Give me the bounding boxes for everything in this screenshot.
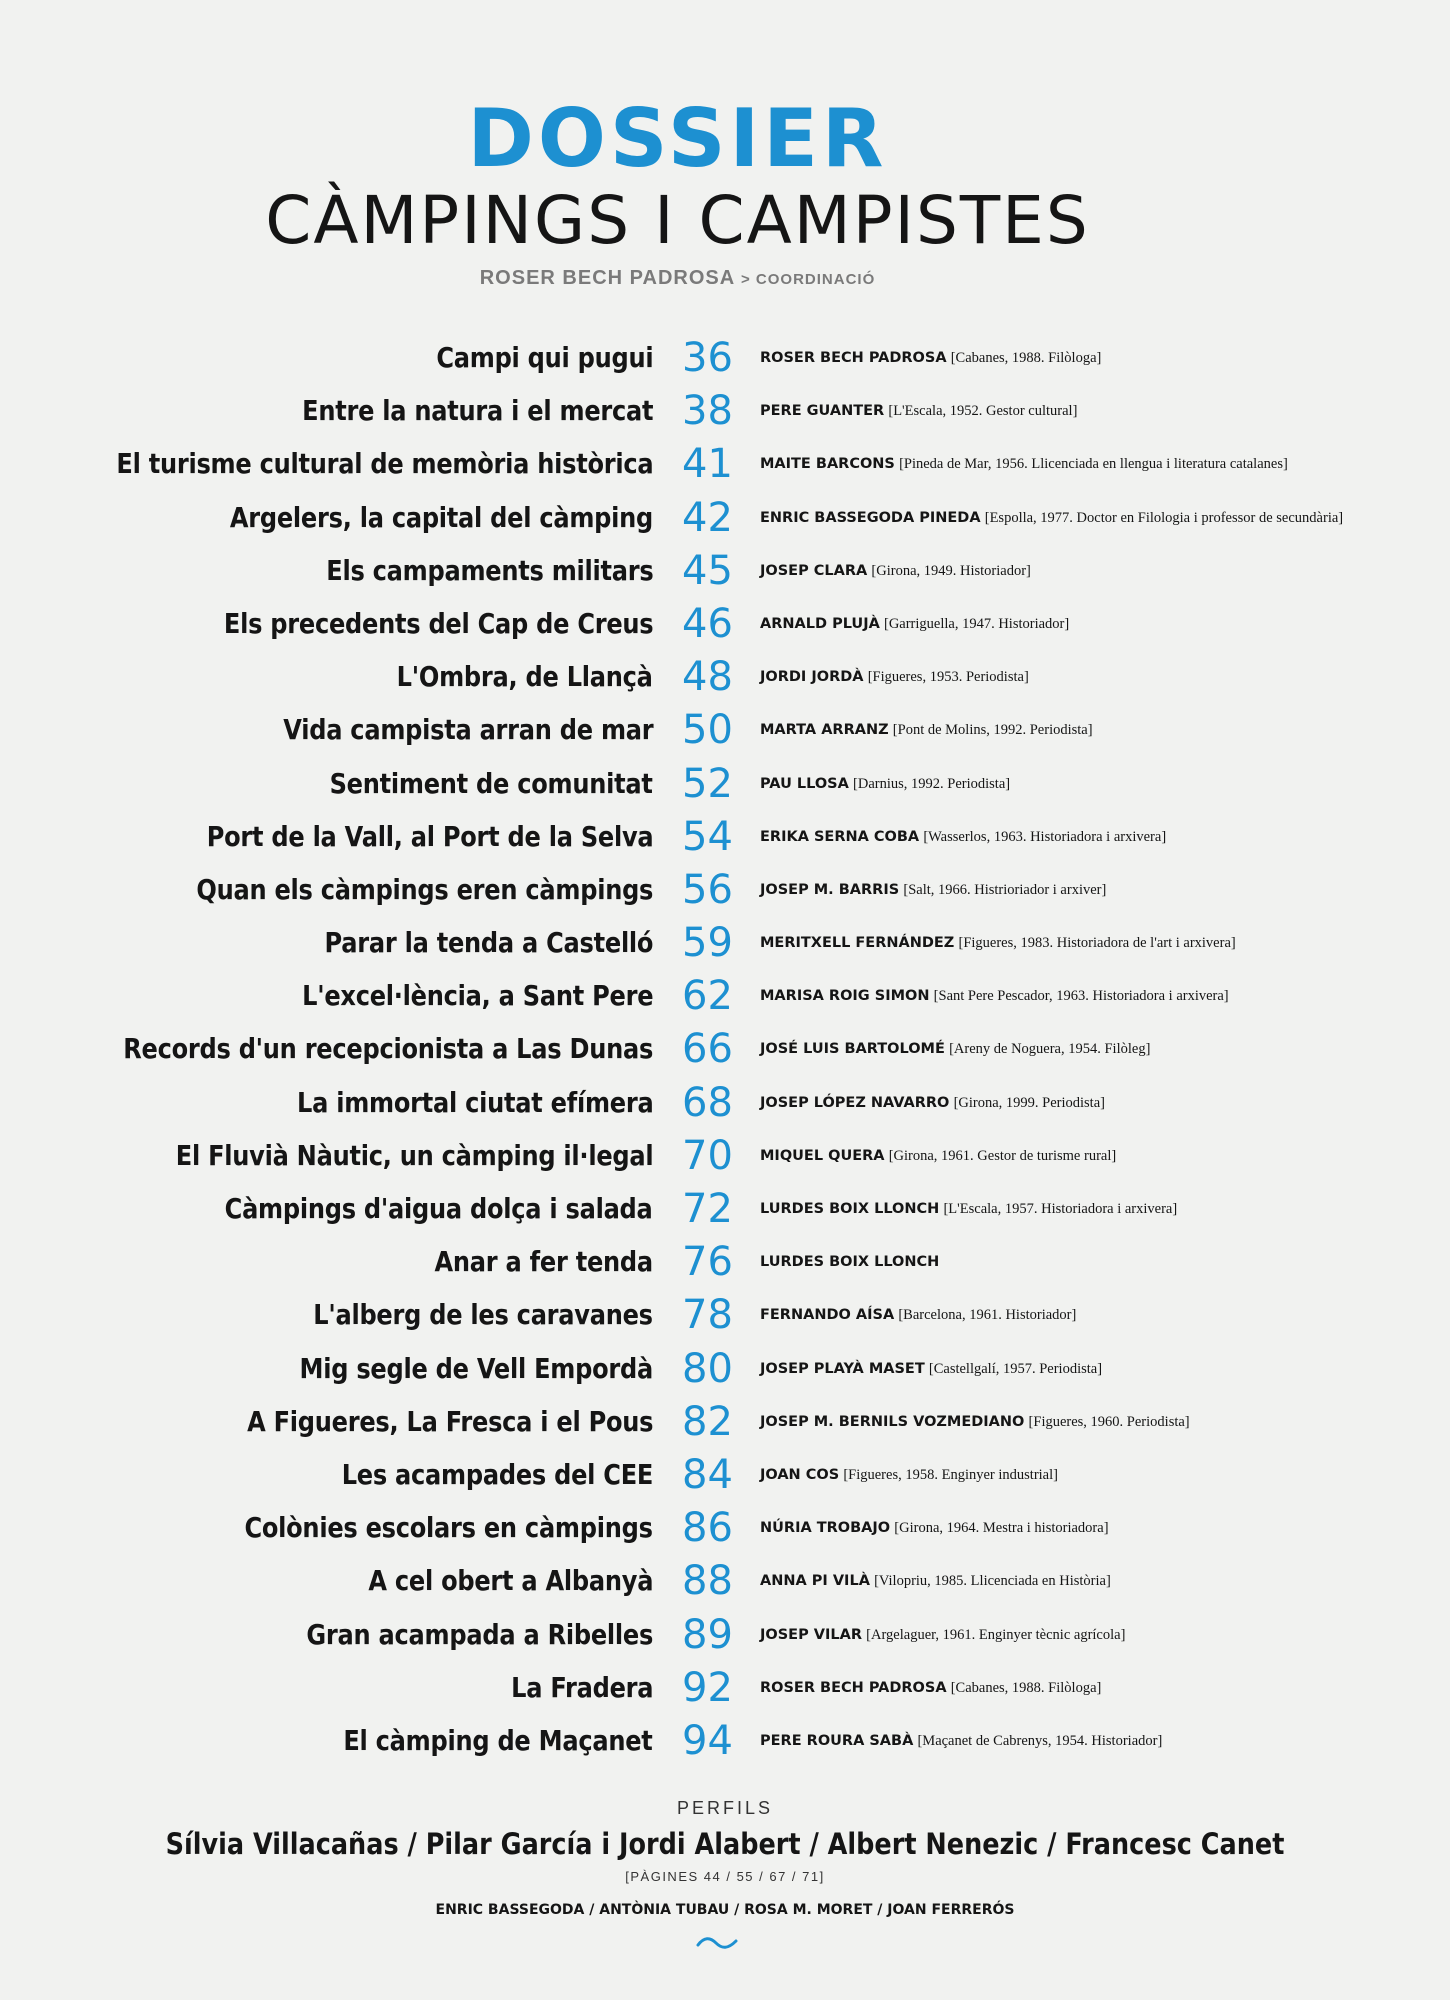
perfils-pages: [PÀGINES 44 / 55 / 67 / 71] [625,1869,825,1884]
author-name: ARNALD PLUJÀ [760,615,880,632]
toc-row [0,1452,1450,1505]
article-title: L'excel·lència, a Sant Pere [301,979,653,1013]
author-name: ERIKA SERNA COBA [760,828,920,845]
page-number: 88 [682,1558,733,1605]
article-title: Mig segle de Vell Empordà [299,1351,653,1385]
author-name: FERNANDO AÍSA [760,1307,895,1324]
page-number: 80 [682,1345,733,1392]
author-name: JOSEP PLAYÀ MASET [760,1360,925,1377]
author-details: [Girona, 1961. Gestor de turisme rural] [888,1147,1117,1164]
author-details: [L'Escala, 1957. Historiadora i arxivera] [943,1201,1178,1217]
author-credit [760,1040,1150,1058]
page-number: 66 [682,1026,733,1073]
page-number: 42 [682,494,733,541]
toc-row [0,1186,1450,1239]
article-title: Gran acampada a Ribelles [306,1617,653,1651]
author-name: MARISA ROIG SIMON [760,988,930,1005]
toc-row [0,441,1450,494]
author-name: MARTA ARRANZ [760,722,889,739]
toc-row [0,388,1450,441]
author-details: [Girona, 1949. Historiador] [871,562,1031,579]
author-credit [760,881,1106,899]
page-number: 41 [682,441,733,488]
page-number: 48 [682,654,733,701]
page-number: 45 [682,547,733,594]
toc-row [0,973,1450,1026]
author-details: [Sant Pere Pescador, 1963. Historiadora i arxivera] [933,988,1229,1005]
author-name: MAITE BARCONS [760,456,895,473]
page-number: 86 [682,1505,733,1552]
page-number: 78 [682,1292,733,1339]
author-credit [760,402,1077,420]
page-number: 36 [682,335,733,381]
author-credit [760,987,1229,1005]
page-number: 84 [682,1451,733,1498]
author-credit [760,1413,1190,1431]
article-title: A Figueres, La Fresca i el Pous [246,1404,653,1438]
page-number: 38 [682,388,733,435]
article-title: Càmpings d'aigua dolça i salada [225,1192,653,1225]
author-credit [760,615,1069,633]
author-credit [760,1147,1116,1165]
author-name: PAU LLOSA [760,775,849,792]
author-name: ENRIC BASSEGODA PINEDA [760,509,981,526]
author-name: ROSER BECH PADROSA [760,1679,947,1696]
article-title: El turisme cultural de memòria històrica [116,447,653,481]
article-title: El Fluvià Nàutic, un càmping il·legal [175,1138,653,1172]
author-details: [Darnius, 1992. Periodista] [853,775,1011,792]
article-title: Els campaments militars [325,553,653,587]
author-credit [760,1466,1058,1484]
dossier-kicker: DOSSIER [467,92,888,185]
author-details: [Barcelona, 1961. Historiador] [898,1307,1077,1324]
author-name: LURDES BOIX LLONCH [760,1201,940,1217]
page-number: 56 [682,866,733,913]
toc-row [0,1080,1450,1133]
author-details: [Cabanes, 1988. Filòloga] [950,350,1102,366]
author-credit [760,1732,1162,1750]
author-details: [Areny de Noguera, 1954. Filòleg] [949,1041,1151,1058]
toc-row [0,814,1450,867]
article-title: Colònies escolars en càmpings [244,1511,653,1545]
toc-row [0,761,1450,814]
author-details: [Garriguella, 1947. Historiador] [883,615,1070,632]
author-details: [Pont de Molins, 1992. Periodista] [892,722,1093,739]
author-name: JORDI JORDÀ [760,669,864,686]
author-credit [760,509,1343,527]
author-details: [Girona, 1964. Mestra i historiadora] [894,1520,1109,1537]
toc-row [0,654,1450,707]
author-credit [760,1519,1109,1537]
page-number: 92 [682,1664,733,1711]
author-name: JOSEP VILAR [760,1626,862,1643]
author-name: MIQUEL QUERA [760,1147,885,1164]
perfils-authors: ENRIC BASSEGODA / ANTÒNIA TUBAU / ROSA M. MORET / JOAN FERRERÓS [435,1902,1015,1918]
author-credit [760,349,1101,367]
article-title: L'alberg de les caravanes [313,1298,653,1332]
page-number: 50 [682,707,733,754]
author-details: [Espolla, 1977. Doctor en Filologia i professor de secundària] [984,509,1344,526]
toc-row [0,1399,1450,1452]
author-name: JOSEP LÓPEZ NAVARRO [760,1094,950,1111]
author-details: [Girona, 1999. Periodista] [953,1094,1105,1111]
article-title: Campi qui pugui [435,341,653,374]
author-credit [760,1626,1125,1644]
author-details: [L'Escala, 1952. Gestor cultural] [888,403,1078,420]
article-title: Parar la tenda a Castelló [324,926,653,960]
author-credit [760,1679,1101,1697]
article-title: La Fradera [510,1670,653,1704]
author-details: [Salt, 1966. Histrioriador i arxiver] [903,881,1107,898]
article-title: Les acampades del CEE [341,1457,653,1491]
author-details: [Castellgalí, 1957. Periodista] [928,1360,1103,1377]
toc-row [0,601,1450,654]
perfils-section [0,1798,1450,1918]
author-name: LURDES BOIX LLONCH [760,1254,940,1271]
author-credit [760,668,1029,686]
author-details: [Figueres, 1953. Periodista] [867,669,1029,686]
toc-row [0,1346,1450,1399]
perfils-names: Sílvia Villacañas / Pilar García i Jordi Alabert / Albert Nenezic / Francesc Canet [165,1827,1285,1861]
article-title: Quan els càmpings eren càmpings [196,872,653,906]
toc-row [0,920,1450,973]
coordinator-role: > COORDINACIÓ [741,271,876,288]
dossier-title: CÀMPINGS I CAMPISTES [265,182,1090,259]
article-title: El càmping de Maçanet [343,1723,653,1757]
dossier-header [0,92,1450,290]
author-credit [760,934,1236,952]
author-details: [Figueres, 1960. Periodista] [1028,1413,1190,1430]
toc-row [0,1026,1450,1079]
author-credit [760,1306,1076,1324]
author-name: PERE GUANTER [760,403,885,420]
toc-row [0,1292,1450,1345]
author-details: [Wasserlos, 1963. Historiadora i arxivera] [923,828,1167,845]
author-name: JOSEP M. BARRIS [760,881,900,898]
article-title: L'Ombra, de Llançà [397,660,653,694]
toc-row [0,707,1450,760]
page-number: 89 [682,1611,733,1658]
author-details: [Pineda de Mar, 1956. Llicenciada en llengua i literatura catalanes] [899,456,1288,473]
page-number: 46 [682,600,733,647]
toc-row [0,1505,1450,1558]
author-credit [760,828,1166,846]
page-number: 62 [682,973,733,1020]
toc-row [0,1133,1450,1186]
author-name: MERITXELL FERNÁNDEZ [760,935,955,952]
toc-row [0,1718,1450,1771]
page-number: 94 [682,1717,733,1764]
toc-row [0,495,1450,548]
author-name: JOSEP M. BERNILS VOZMEDIANO [760,1413,1025,1430]
author-name: JOSEP CLARA [760,562,868,579]
author-details: [Cabanes, 1988. Filòloga] [950,1679,1102,1696]
author-credit [760,1094,1105,1112]
article-title: Els precedents del Cap de Creus [223,606,653,640]
coordinator-name: ROSER BECH PADROSA [479,267,735,289]
article-title: Argelers, la capital del càmping [229,500,653,534]
coordinator-line [0,267,1450,290]
article-title: La immortal ciutat efímera [296,1085,653,1119]
perfils-label: PERFILS [676,1798,774,1818]
author-name: JOAN COS [760,1466,840,1483]
page-number: 59 [682,920,733,967]
toc-row [0,1612,1450,1665]
article-title: Anar a fer tenda [434,1245,653,1279]
author-details: [Figueres, 1983. Historiadora de l'art i arxivera] [958,935,1236,952]
article-title: Port de la Vall, al Port de la Selva [206,819,653,853]
toc-row [0,1239,1450,1292]
author-details: [Argelaguer, 1961. Enginyer tècnic agrícola] [866,1626,1126,1643]
page-number: 82 [682,1398,733,1445]
page-number: 76 [682,1239,733,1286]
wave-ornament-icon [696,1936,738,1955]
article-title: A cel obert a Albanyà [368,1564,653,1598]
author-name: ROSER BECH PADROSA [760,350,947,366]
page-number: 72 [682,1186,733,1232]
toc-row [0,1558,1450,1611]
author-details: [Maçanet de Cabrenys, 1954. Historiador] [917,1732,1163,1749]
toc-row [0,548,1450,601]
author-credit [760,1572,1111,1590]
author-name: ANNA PI VILÀ [760,1573,870,1590]
author-credit [760,721,1093,739]
author-credit [760,1253,939,1271]
author-name: NÚRIA TROBAJO [760,1520,891,1537]
article-title: Vida campista arran de mar [282,713,653,747]
author-credit [760,455,1288,473]
author-details: [Vilopriu, 1985. Llicenciada en Història] [874,1573,1111,1590]
article-title: Records d'un recepcionista a Las Dunas [123,1032,653,1066]
page-number: 54 [682,813,733,860]
author-credit [760,562,1031,580]
author-credit [760,1360,1102,1378]
page-number: 52 [682,760,733,807]
author-credit [760,1200,1177,1218]
toc-row [0,335,1450,388]
article-title: Sentiment de comunitat [329,766,653,800]
toc-row [0,867,1450,920]
author-details: [Figueres, 1958. Enginyer industrial] [843,1466,1058,1483]
page-number: 70 [682,1132,733,1179]
table-of-contents [0,335,1450,1771]
page-number: 68 [682,1079,733,1126]
author-name: JOSÉ LUIS BARTOLOMÉ [760,1041,945,1058]
article-title: Entre la natura i el mercat [301,394,653,428]
toc-row [0,1665,1450,1718]
author-name: PERE ROURA SABÀ [760,1732,914,1749]
author-credit [760,775,1010,793]
